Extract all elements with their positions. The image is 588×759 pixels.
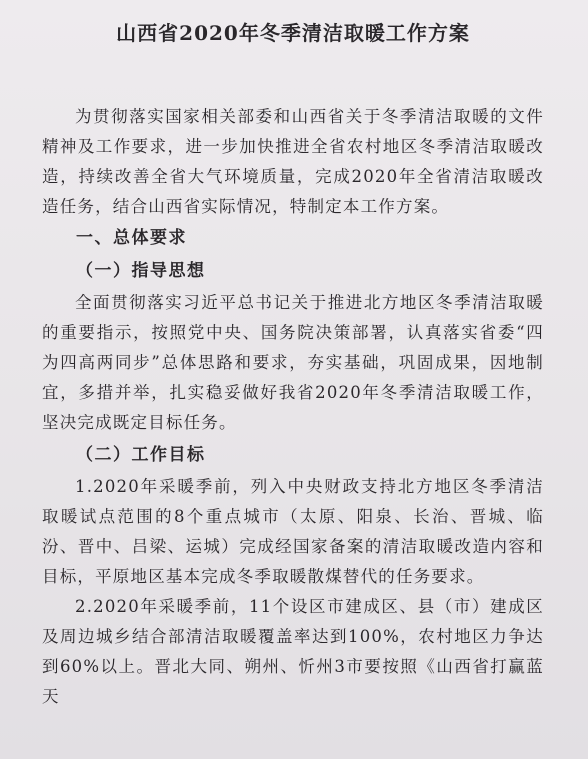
document-title: 山西省2020年冬季清洁取暖工作方案 [116, 21, 470, 45]
subsection-heading-work-goals: （二）工作目标 [76, 445, 206, 465]
guiding-ideology-paragraph: 全面贯彻落实习近平总书记关于推进北方地区冬季清洁取暖的重要指示，按照党中央、国务院决策部署，认真落实省委“四为四高两同步”总体思路和要求，夯实基础，巩固成果，因地制宜，多措并举，扎实稳妥做好我省2020年冬季清洁取暖工作，坚决完成既定目标任务。 [42, 293, 544, 432]
work-goal-item-2: 2.2020年采暖季前，11个设区市建成区、县（市）建成区及周边城乡结合部清洁取暖覆盖率达到100%，农村地区力争达到60%以上。晋北大同、朔州、忻州3市要按照《山西省打赢蓝天 [42, 597, 544, 706]
subsection-heading-guiding-ideology: （一）指导思想 [76, 261, 206, 281]
work-goal-item-1: 1.2020年采暖季前，列入中央财政支持北方地区冬季清洁取暖试点范围的8个重点城市（太原、阳泉、长治、晋城、临汾、晋中、吕梁、运城）完成经国家备案的清洁取暖改造内容和目标，平原地区基本完成冬季取暖散煤替代的任务要求。 [42, 477, 544, 586]
section-heading-general-requirements: 一、总体要求 [76, 228, 187, 248]
intro-paragraph: 为贯彻落实国家相关部委和山西省关于冬季清洁取暖的文件精神及工作要求，进一步加快推进全省农村地区冬季清洁取暖改造，持续改善全省大气环境质量，完成2020年全省清洁取暖改造任务，结合山西省实际情况，特制定本工作方案。 [42, 107, 544, 216]
